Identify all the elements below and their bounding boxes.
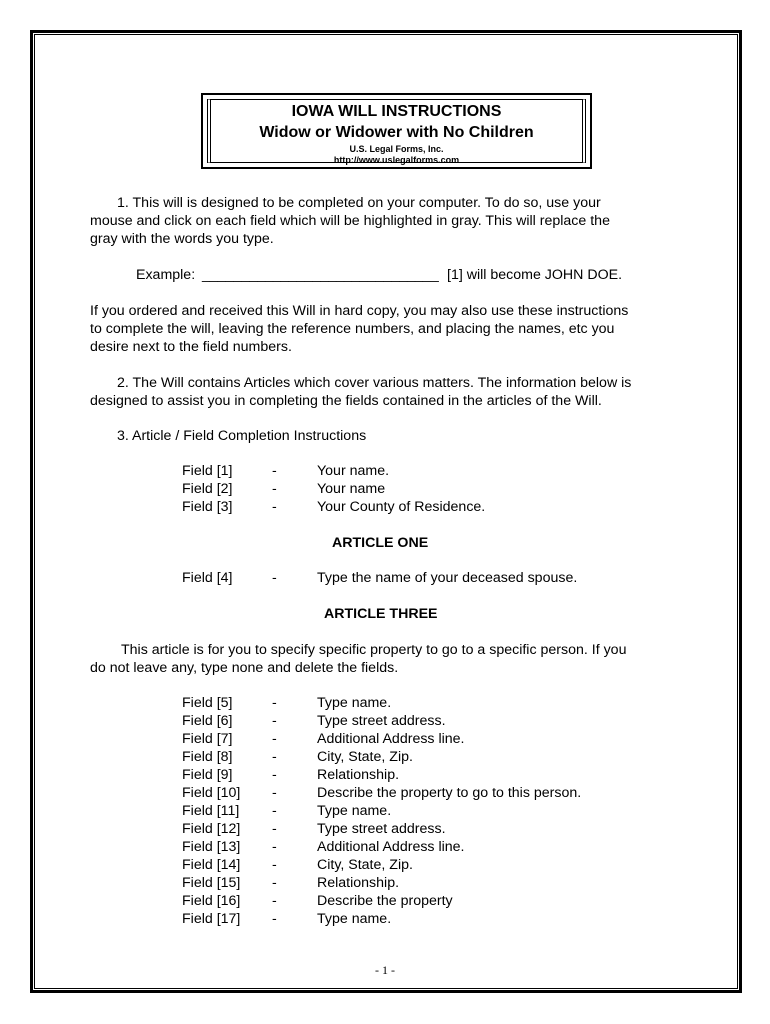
field-label: Field [2]	[182, 481, 233, 497]
field-dash: -	[272, 481, 277, 497]
field-dash: -	[272, 695, 277, 711]
field-label: Field [1]	[182, 463, 233, 479]
para3-line1: 3. Article / Field Completion Instructions	[117, 428, 367, 444]
field-description: Type street address.	[317, 821, 446, 837]
field-description: Your County of Residence.	[317, 499, 486, 515]
field-dash: -	[272, 875, 277, 891]
field-label: Field [8]	[182, 749, 233, 765]
field-description: Additional Address line.	[317, 731, 465, 747]
field-dash: -	[272, 893, 277, 909]
para1-line1: 1. This will is designed to be completed on your computer. To do so, use your	[117, 195, 601, 211]
field-label: Field [6]	[182, 713, 233, 729]
para2-line2: designed to assist you in completing the fields contained in the articles of the Will.	[90, 393, 602, 409]
field-description: Your name	[317, 481, 386, 497]
document-subtitle: Widow or Widower with No Children	[259, 124, 534, 141]
field-dash: -	[272, 767, 277, 783]
field-dash: -	[272, 499, 277, 515]
field-dash: -	[272, 749, 277, 765]
field-label: Field [7]	[182, 731, 233, 747]
field-label: Field [15]	[182, 875, 241, 891]
para2-line1: 2. The Will contains Articles which cover various matters. The information below is	[117, 375, 632, 391]
company-url: http://www.uslegalforms.com	[333, 155, 460, 165]
field-dash: -	[272, 821, 277, 837]
field-description: Describe the property to go to this person.	[317, 785, 582, 801]
field-label: Field [13]	[182, 839, 241, 855]
field-dash: -	[272, 785, 277, 801]
field-description: Describe the property	[317, 893, 453, 909]
field-label: Field [11]	[182, 803, 240, 819]
field-label: Field [5]	[182, 695, 233, 711]
field-description: Type the name of your deceased spouse.	[317, 570, 578, 586]
field-description: City, State, Zip.	[317, 857, 413, 873]
field-label: Field [3]	[182, 499, 233, 515]
field-dash: -	[272, 857, 277, 873]
title-box	[201, 93, 592, 169]
field-description: Type name.	[317, 911, 392, 927]
field-description: Relationship.	[317, 875, 400, 891]
field-label: Field [10]	[182, 785, 241, 801]
page-number: - 1 -	[375, 963, 395, 977]
field-dash: -	[272, 839, 277, 855]
para1-line2: mouse and click on each field which will be highlighted in gray. This will replace the	[90, 213, 610, 229]
field-label: Field [14]	[182, 857, 241, 873]
article-one-heading: ARTICLE ONE	[332, 535, 429, 551]
field-dash: -	[272, 570, 277, 586]
field-label: Field [17]	[182, 911, 241, 927]
field-description: Relationship.	[317, 767, 400, 783]
article-three-intro-line1: This article is for you to specify specific property to go to a specific person. If you	[121, 642, 627, 658]
field-dash: -	[272, 463, 277, 479]
example-suffix: [1] will become JOHN DOE.	[447, 267, 623, 283]
field-description: Additional Address line.	[317, 839, 465, 855]
article-three-intro-line2: do not leave any, type none and delete the fields.	[90, 660, 399, 676]
field-label: Field [16]	[182, 893, 241, 909]
field-description: Your name.	[317, 463, 390, 479]
field-dash: -	[272, 803, 277, 819]
field-label: Field [9]	[182, 767, 233, 783]
field-label: Field [4]	[182, 570, 233, 586]
hardcopy-line1: If you ordered and received this Will in hard copy, you may also use these instructions	[90, 303, 629, 319]
para1-line3: gray with the words you type.	[90, 231, 274, 247]
field-dash: -	[272, 911, 277, 927]
article-three-heading: ARTICLE THREE	[324, 606, 438, 622]
hardcopy-line2: to complete the will, leaving the reference numbers, and placing the names, etc you	[90, 321, 615, 337]
field-label: Field [12]	[182, 821, 241, 837]
example-blank: ______________________________	[202, 267, 439, 283]
document-title: IOWA WILL INSTRUCTIONS	[291, 103, 502, 120]
hardcopy-line3: desire next to the field numbers.	[90, 339, 292, 355]
company-name: U.S. Legal Forms, Inc.	[349, 144, 444, 154]
field-description: Type name.	[317, 803, 392, 819]
field-description: City, State, Zip.	[317, 749, 413, 765]
field-description: Type name.	[317, 695, 392, 711]
field-dash: -	[272, 713, 277, 729]
field-dash: -	[272, 731, 277, 747]
field-description: Type street address.	[317, 713, 446, 729]
example-label: Example:	[136, 267, 196, 283]
